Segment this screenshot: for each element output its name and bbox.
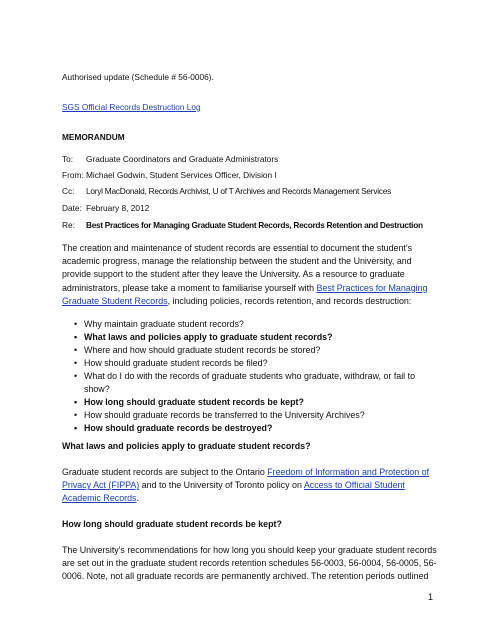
list-item: • Where and how should graduate student records be stored? [84,344,320,357]
intro-line-4-text: administrators, please take a moment to familiarise yourself with [62,282,317,293]
bullet-icon: • [74,319,78,329]
memo-to-label: To: [62,154,74,164]
memo-cc-label: Cc: [62,186,75,196]
list-item: • How should graduate student records be filed? [84,357,268,370]
memorandum-title: MEMORANDUM [62,132,125,142]
laws-line-2: Privacy Act (FIPPA) and to the University of Toronto policy on Access to Official Student [62,480,405,491]
authorised-update-text: Authorised update (Schedule # 56-0006). [62,72,214,82]
retention-paragraph [62,544,442,584]
laws-policies-heading: What laws and policies apply to graduate student records? [62,441,311,451]
access-records-link-cont[interactable]: Academic Records [62,493,137,504]
intro-line-1: The creation and maintenance of student records are essential to document the student's [62,243,413,253]
intro-line-5-text: , including policies, records retention, and records destruction: [167,295,412,306]
memo-date-value: February 8, 2012 [86,203,150,213]
laws-line-3: Academic Records. [62,493,139,504]
bullet-icon: • [74,358,78,368]
list-item: • What laws and policies apply to graduate student records? [84,331,333,344]
list-item: • What do I do with the records of graduate students who graduate, withdraw, or fail to [84,370,415,383]
graduate-records-link[interactable]: Graduate Student Records [62,295,168,306]
list-item-continuation: show? [84,384,110,394]
intro-line-3: provide support to the student after they leave the University. As a resource to graduate [62,269,405,280]
memo-from-value: Michael Godwin, Student Services Officer, Division I [86,170,277,180]
fippa-link-cont[interactable]: Privacy Act (FIPPA) [62,480,140,491]
destruction-log-link[interactable] [62,102,201,112]
access-records-link[interactable]: Access to Official Student [303,480,405,491]
memo-re-label: Re: [62,220,75,230]
retention-line-1: The University's recommendations for how long you should keep your graduate student records [62,545,437,555]
bullet-icon: • [74,345,78,355]
retention-line-3: 0006. Note, not all graduate records are permanently archived. The retention periods outlined [62,571,429,582]
page-number: 1 [428,592,434,602]
list-item: • How should graduate records be destroyed? [84,422,272,435]
memo-cc-value: Loryl MacDonald, Records Archivist, U of T Archives and Records Management Services [86,186,391,196]
fippa-link[interactable]: Freedom of Information and Protection of [267,467,430,477]
intro-line-2: academic progress, manage the relationship between the student and the University, and [62,256,412,267]
intro-line-4 [62,282,442,295]
bullet-icon: • [74,371,78,381]
memo-from-label: From: [62,170,84,180]
bullet-icon: • [74,410,78,420]
intro-paragraph [62,242,442,308]
best-practices-link[interactable]: Best Practices for Managing [316,282,428,293]
bullet-icon: • [74,423,78,433]
retention-line-2: are set out in the graduate student records retention schedules 56-0003, 56-0004, 56-0005, 56- [62,558,437,569]
memo-to-value: Graduate Coordinators and Graduate Administrators [86,154,279,164]
retention-heading: How long should graduate student records be kept? [62,519,282,529]
bullet-icon: • [74,332,78,342]
list-item: • How should graduate records be transferred to the University Archives? [84,409,365,422]
bullet-icon: • [74,397,78,407]
memo-date-label: Date: [62,203,82,213]
list-item: • Why maintain graduate student records? [84,318,244,331]
laws-line-1: Graduate student records are subject to the Ontario Freedom of Information and Protection of [62,467,430,477]
list-item: • How long should graduate student records be kept? [84,396,304,409]
laws-policies-paragraph [62,466,442,506]
intro-line-5 [62,295,442,308]
memo-re-value: Best Practices for Managing Graduate Student Records, Records Retention and Destruction [86,220,423,230]
destruction-log-link-text[interactable]: SGS Official Records Destruction Log [62,102,201,112]
